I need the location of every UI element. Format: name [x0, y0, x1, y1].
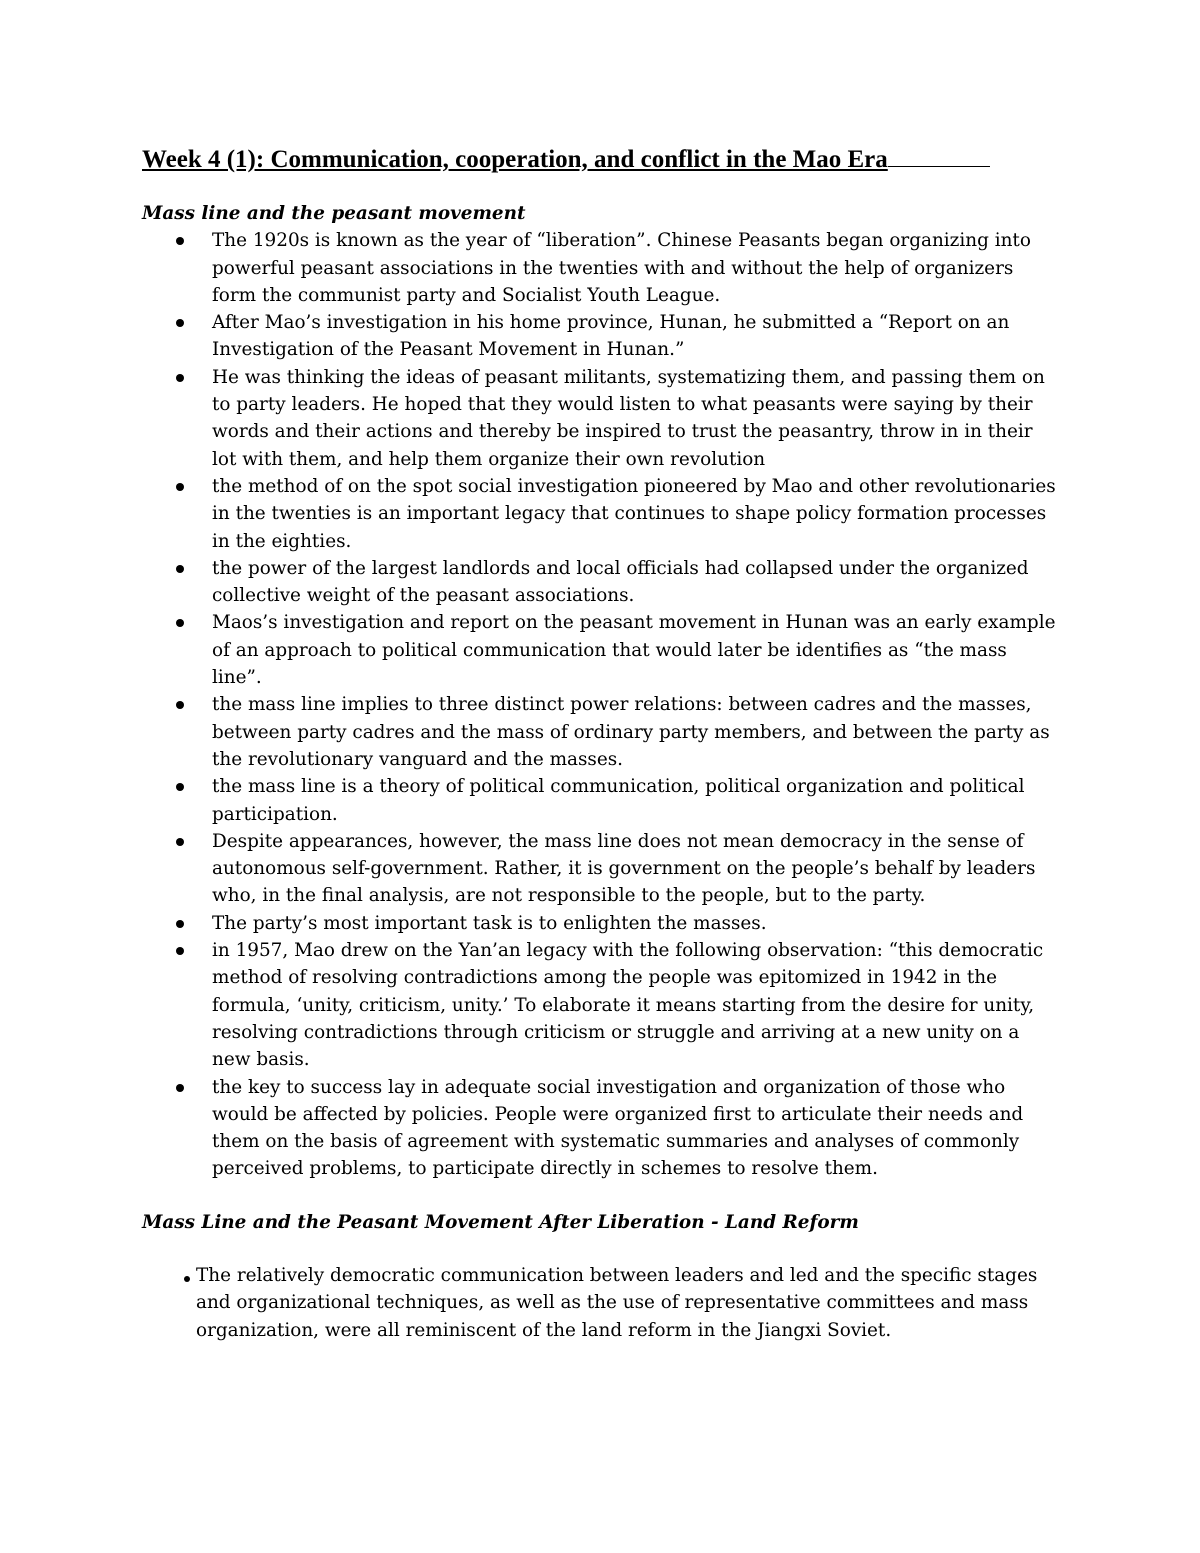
bullet-item [142, 555, 1058, 610]
bullet-text: The party’s most important task is to enlighten the masses. [212, 912, 767, 934]
bullet-item [142, 364, 1058, 473]
section-bullet-list-mass-line [142, 227, 1058, 1182]
bullet-icon [176, 319, 184, 327]
bullet-item [142, 910, 1058, 937]
section-heading-land-reform: Mass Line and the Peasant Movement After Liberation - Land Reform [142, 1211, 859, 1233]
document-title [142, 140, 1054, 178]
bullet-text: Despite appearances, however, the mass line does not mean democracy in the sense of autonomous self-government. Rather, it is government on the people’s behalf by leaders who, in the final analysis, are not responsible to the people, but to the party. [212, 830, 1036, 907]
bullet-text: Maos’s investigation and report on the peasant movement in Hunan was an early example of an approach to political communication that would later be identifies as “the mass line”. [212, 612, 1056, 689]
bullet-text: the mass line is a theory of political communication, political organization and political participation. [212, 776, 1025, 825]
bullet-text: the power of the largest landlords and local officials had collapsed under the organized collective weight of the peasant associations. [212, 557, 1029, 607]
bullet-icon [176, 920, 184, 928]
bullet-text: The 1920s is known as the year of “liberation”. Chinese Peasants began organizing into powerful peasant associations in the twenties with and without the help of organizers form the communist party and Socialist Youth League. [212, 230, 1031, 306]
bullet-item [142, 309, 1058, 364]
section-bullet-list-land-reform [142, 1262, 1058, 1344]
bullet-text: in 1957, Mao drew on the Yan’an legacy with the following observation: “this democratic method of resolving contradictions among the people was epitomized in 1942 in the formula, ‘unity, criticism, unity.’ To elaborate it means starting from the desire for unity, resolving contradictions through criticism or struggle and arriving at a new unity on a new basis. [212, 940, 1044, 1071]
bullet-icon [176, 947, 184, 955]
title-underline-fill [888, 140, 990, 167]
bullet-icon [176, 838, 184, 846]
bullet-item [142, 1074, 1058, 1183]
bullet-item [142, 691, 1058, 773]
bullet-item [142, 773, 1058, 828]
bullet-item [142, 1262, 1058, 1344]
bullet-icon [176, 483, 184, 491]
section-heading-mass-line: Mass line and the peasant movement [142, 203, 526, 224]
bullet-icon [176, 565, 184, 573]
bullet-text: the mass line implies to three distinct power relations: between cadres and the masses, between party cadres and the mass of ordinary party members, and between the party as the revolutionary vanguard and the masses. [212, 694, 1050, 770]
bullet-item [142, 937, 1058, 1073]
bullet-icon [176, 374, 184, 382]
bullet-icon [176, 701, 184, 709]
bullet-text: After Mao’s investigation in his home province, Hunan, he submitted a “Report on an Investigation of the Peasant Movement in Hunan.” [212, 312, 1010, 361]
bullet-text: the key to success lay in adequate social investigation and organization of those who would be affected by policies. People were organized first to articulate their needs and them on the basis of agreement with systematic summaries and analyses of commonly perceived problems, to participate directly in schemes to resolve them. [212, 1076, 1024, 1180]
document-page [142, 140, 1058, 1344]
document-title-text: Week 4 (1): Communication, cooperation, and conflict in the Mao Era [142, 146, 888, 173]
bullet-icon [176, 783, 184, 791]
bullet-item [142, 227, 1058, 309]
bullet-text: He was thinking the ideas of peasant militants, systematizing them, and passing them on to party leaders. He hoped that they would listen to what peasants were saying by their words and their actions and thereby be inspired to trust the peasantry, throw in in their lot with them, and help them organize their own revolution [212, 366, 1045, 470]
bullet-icon [176, 237, 184, 245]
bullet-item [142, 473, 1058, 555]
bullet-text: The relatively democratic communication between leaders and led and the specific stages and organizational techniques, as well as the use of representative committees and mass organization, were all reminiscent of the land reform in the Jiangxi Soviet. [196, 1264, 1038, 1341]
bullet-icon [176, 1084, 184, 1092]
bullet-item [142, 828, 1058, 910]
bullet-icon [176, 619, 184, 627]
bullet-text: the method of on the spot social investigation pioneered by Mao and other revolutionaries in the twenties is an important legacy that continues to shape policy formation processes in the eighties. [212, 475, 1056, 552]
bullet-item [142, 609, 1058, 691]
bullet-icon [184, 1276, 190, 1282]
